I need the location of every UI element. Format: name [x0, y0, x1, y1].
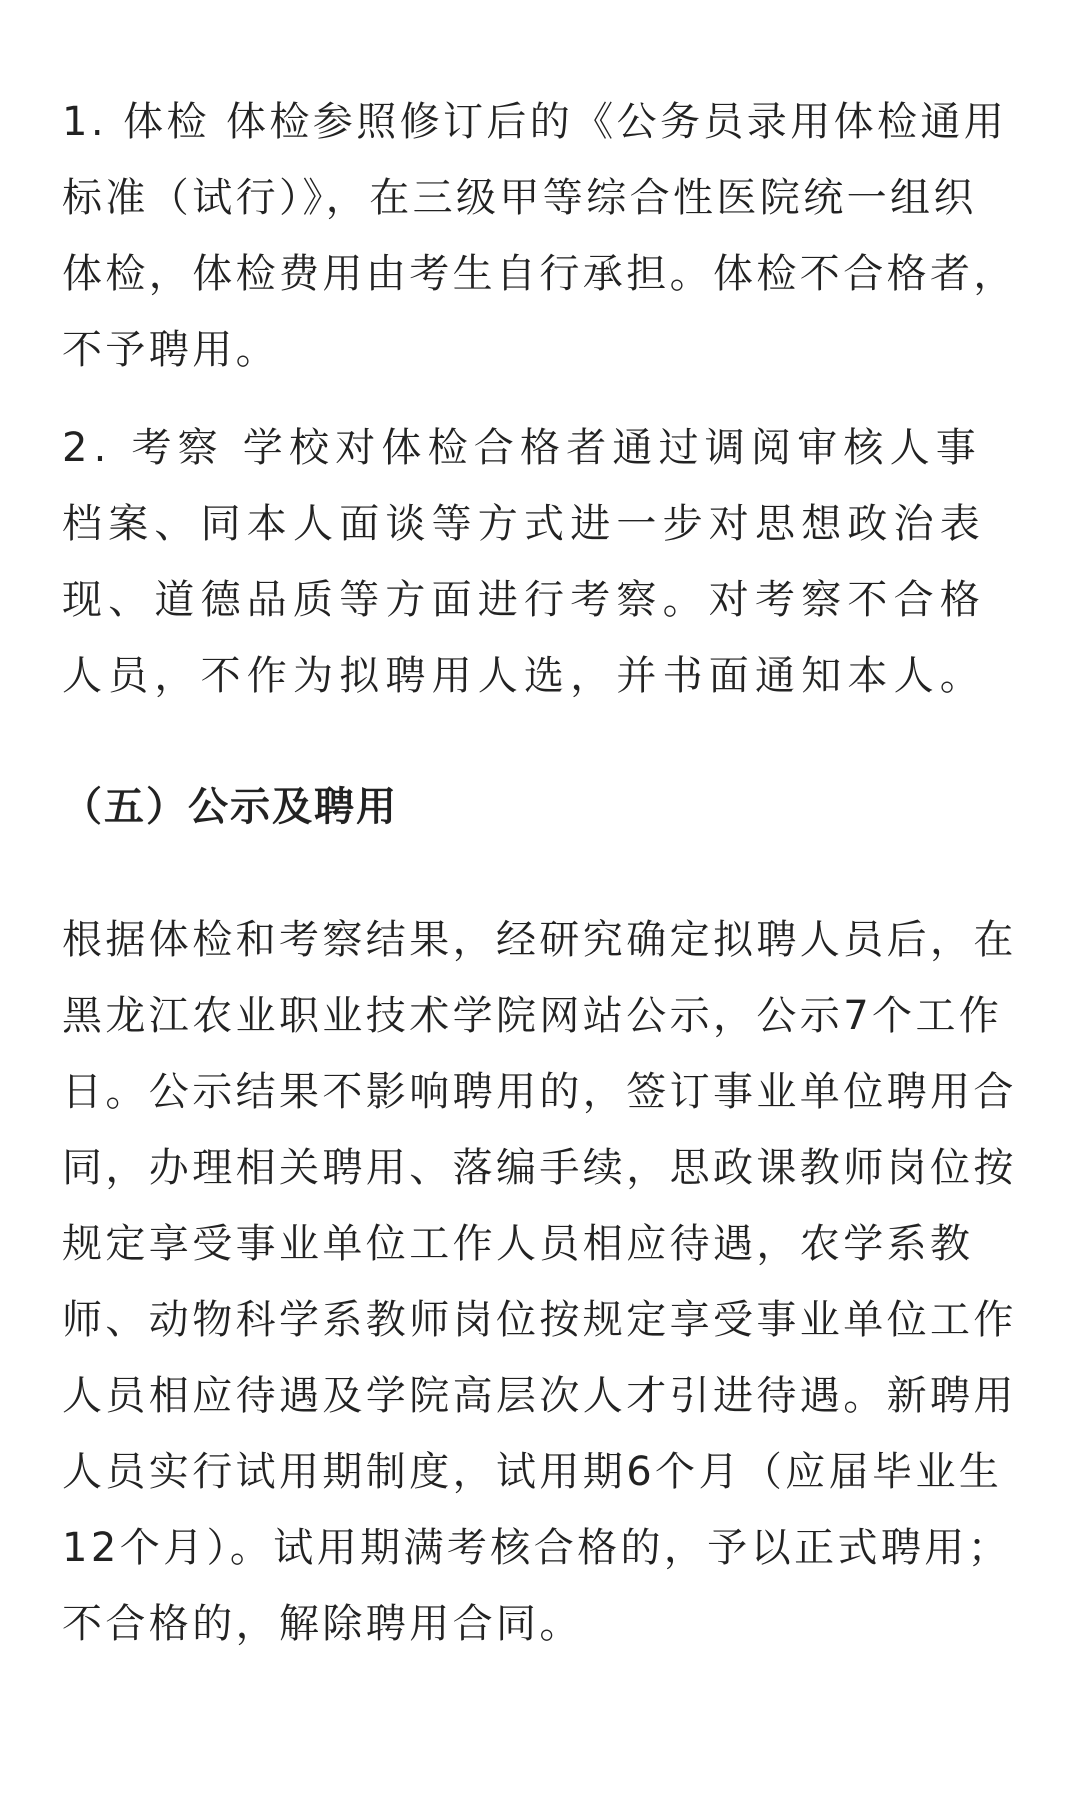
paragraph-spacer — [62, 388, 1018, 410]
section-heading: （五）公示及聘用 — [62, 784, 398, 830]
paragraph-publicity-and-hiring: 根据体检和考察结果，经研究确定拟聘人员后，在黑龙江农业职业技术学院网站公示，公示7个工作日。公示结果不影响聘用的，签订事业单位聘用合同，办理相关聘用、落编手续，思政课教师岗位按规定享受事业单位工作人员相应待遇，农学系教师、动物科学系教师岗位按规定享受事业单位工作人员相应待遇及学院高层次人才引进待遇。新聘用人员实行试用期制度，试用期6个月（应届毕业生12个月）。试用期满考核合格的，予以正式聘用；不合格的，解除聘用合同。 — [62, 917, 1017, 1647]
section-spacer — [62, 845, 1018, 902]
paragraph-inspection: 2. 考察 学校对体检合格者通过调阅审核人事档案、同本人面谈等方式进一步对思想政治表现、道德品质等方面进行考察。对考察不合格人员，不作为拟聘用人选，并书面通知本人。 — [62, 425, 986, 699]
paragraph-physical-exam: 1. 体检 体检参照修订后的《公务员录用体检通用标准（试行）》，在三级甲等综合性医院统一组织体检，体检费用由考生自行承担。体检不合格者，不予聘用。 — [62, 99, 1017, 373]
section-spacer — [62, 714, 1018, 769]
